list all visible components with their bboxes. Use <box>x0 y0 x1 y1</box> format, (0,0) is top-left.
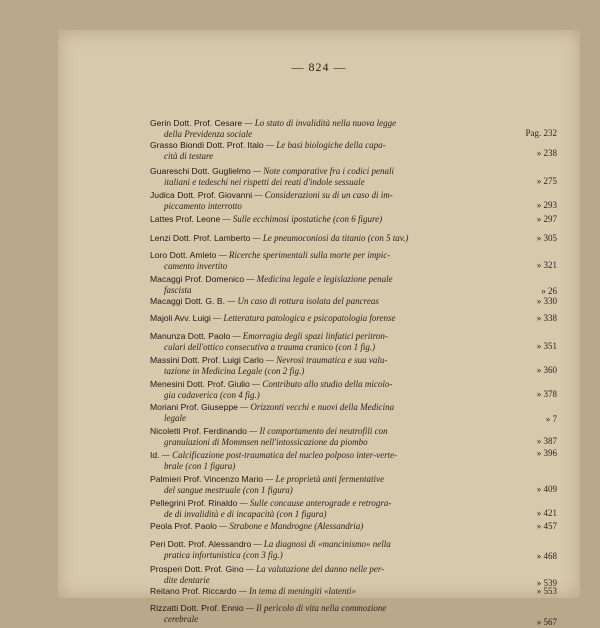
entry-title-continuation: culari dell'ottico consecutiva a trauma cranico (con 1 fig.) <box>164 342 376 352</box>
entry-title: — Sulle ecchimosi ipostatiche (con 6 figure) <box>220 214 383 224</box>
entry-author: Lenzi Dott. Prof. Lamberto <box>150 233 251 243</box>
entry-author: Loro Dott. Amleto <box>150 250 217 260</box>
entry-author: Peola Prof. Paolo <box>150 521 217 531</box>
entry-author: Macaggi Prof. Domenico <box>150 274 245 284</box>
entry-page-number: » 338 <box>536 313 557 323</box>
entry-page-number: » 293 <box>536 200 557 210</box>
entry-title: — Sulle concause anterograde e retrogra- <box>237 498 392 508</box>
entry-author: Rizzatti Dott. Prof. Ennio <box>150 603 244 613</box>
entry-page-number: » 567 <box>536 617 557 627</box>
entry-title-continuation: brale (con 1 figura) <box>164 461 236 471</box>
entry-author: Majoli Avv. Luigi <box>150 313 211 323</box>
entry-author: Judica Dott. Prof. Giovanni <box>150 190 253 200</box>
index-entry <box>150 166 557 188</box>
entry-page-number: » 378 <box>536 389 557 399</box>
entry-title-continuation: camento invertito <box>164 261 228 271</box>
entry-title-continuation: cerebrale <box>164 614 199 624</box>
entry-title-continuation: pratica infortunistica (con 3 fig.) <box>164 550 283 560</box>
entry-title: — Un caso di rottura isolata del pancreas <box>225 296 379 306</box>
entry-author: Grasso Biondi Dott. Prof. Italo <box>150 140 264 150</box>
index-entry <box>150 498 557 520</box>
entry-page-number: » 330 <box>536 296 557 306</box>
entry-title: — Le pneumoconiosi da titanio (con 5 tav.) <box>250 233 409 243</box>
entry-first-line <box>150 521 522 532</box>
index-entry <box>150 250 557 272</box>
entry-author: Massini Dott. Prof. Luigi Carlo <box>150 355 264 365</box>
entry-page-number: » 387 <box>536 436 557 446</box>
entry-page-number: » 238 <box>536 148 557 158</box>
entry-page-number: » 275 <box>536 176 557 186</box>
entry-title-continuation: cità di testare <box>164 151 214 161</box>
entry-title: — Emorragia degli spazi linfatici peritron- <box>230 331 388 341</box>
entry-title: — Note comparative fra i codici penali <box>250 166 395 176</box>
index-entry <box>150 564 557 588</box>
index-entry <box>150 355 557 377</box>
entry-first-line <box>150 214 522 225</box>
entry-page-number: » 457 <box>536 521 557 531</box>
index-entry <box>150 603 557 627</box>
index-entry <box>150 214 557 225</box>
entry-first-line <box>150 331 522 342</box>
entry-page-number: » 7 <box>545 414 557 424</box>
entry-page-number: » 351 <box>536 341 557 351</box>
entry-page-number: » 409 <box>536 484 557 494</box>
entry-page-number: » 396 <box>536 448 557 458</box>
entry-title: — La diagnosi di «mancinismo» nella <box>251 539 391 549</box>
entry-page-number: » 297 <box>536 214 557 224</box>
entry-first-line <box>150 498 522 509</box>
index-entry <box>150 313 557 324</box>
entry-author: Peri Dott. Prof. Alessandro <box>150 539 252 549</box>
entry-author: Macaggi Dott. G. B. <box>150 296 225 306</box>
entry-author: Id. <box>150 450 160 460</box>
index-entry <box>150 190 557 212</box>
index-entry <box>150 521 557 532</box>
entry-first-line <box>150 274 522 285</box>
entry-first-line <box>150 474 522 485</box>
entry-author: Lattes Prof. Leone <box>150 214 221 224</box>
entry-first-line <box>150 586 522 597</box>
entry-first-line <box>150 539 522 550</box>
index-entry <box>150 474 557 496</box>
entry-page-number: » 305 <box>536 233 557 243</box>
entry-title-continuation: piccamento interrotto <box>164 201 242 211</box>
index-entry <box>150 118 557 140</box>
entry-title-continuation: del sangue mestruale (con 1 figura) <box>164 485 293 495</box>
entry-title-continuation: de di invalidità e di incapacità (con 1 figura) <box>164 509 327 519</box>
entry-title-continuation: legale <box>164 413 186 423</box>
entry-title: — Orizzonti vecchi e nuovi della Medicina <box>237 402 395 412</box>
index-entry <box>150 296 557 307</box>
entry-title: — Medicina legale e legislazione penale <box>244 274 393 284</box>
entry-author: Moriani Prof. Giuseppe <box>150 402 238 412</box>
entry-first-line <box>150 190 522 201</box>
entry-title-continuation: della Previdenza sociale <box>164 129 253 139</box>
entry-page-number: » 360 <box>536 365 557 375</box>
entry-first-line <box>150 313 522 324</box>
entry-first-line <box>150 426 522 437</box>
entry-first-line <box>150 118 522 129</box>
entry-author: Nicoletti Prof. Ferdinando <box>150 426 247 436</box>
index-entry <box>150 539 557 561</box>
entry-first-line <box>150 379 522 390</box>
index-entry <box>150 402 557 424</box>
index-entry <box>150 274 557 296</box>
entry-author: Prosperi Dott. Prof. Gino <box>150 564 244 574</box>
entry-first-line <box>150 166 522 177</box>
entry-author: Pellegrini Prof. Rinaldo <box>150 498 238 508</box>
entry-page-number: » 539 <box>536 578 557 588</box>
entry-page-number: » 26 <box>541 286 557 296</box>
index-entry <box>150 140 557 162</box>
entry-first-line <box>150 603 522 614</box>
entry-first-line <box>150 450 522 461</box>
index-entry <box>150 233 557 244</box>
entry-title: — Il comportamento dei neutrofili con <box>246 426 388 436</box>
entry-title: — Nevrosi traumatica e sua valu- <box>263 355 388 365</box>
book-page <box>58 30 580 627</box>
entry-first-line <box>150 140 522 151</box>
index-entry <box>150 426 557 448</box>
entry-title-continuation: granulazioni di Mommsen nell'intossicazione da piombo <box>164 437 368 447</box>
entry-author: Manunza Dott. Paolo <box>150 331 231 341</box>
page-number: — 824 — <box>291 60 347 74</box>
entry-title: — La valutazione del danno nelle per- <box>243 564 385 574</box>
index-entry <box>150 448 557 472</box>
entry-title-continuation: italiani e tedeschi nei rispetti dei reati d'indole sessuale <box>164 177 365 187</box>
entry-page-number: » 421 <box>536 508 557 518</box>
index-entry <box>150 331 557 353</box>
entry-title: — Le proprietà anti fermentative <box>263 474 384 484</box>
entry-title: — Ricerche sperimentali sulla morte per impic- <box>216 250 391 260</box>
entry-page-number: » 321 <box>536 260 557 270</box>
entry-author: Guareschi Dott. Guglielmo <box>150 166 251 176</box>
entry-title: — In tema di meningiti «latenti» <box>236 586 356 596</box>
entry-title: — Letteratura patologica e psicopatologia forense <box>210 313 396 323</box>
entry-title-continuation: tazione in Medicina Legale (con 2 fig.) <box>164 366 305 376</box>
entry-title-continuation: gia cadaverica (con 4 fig.) <box>164 390 260 400</box>
entry-page-number: Pag. 232 <box>525 128 557 138</box>
entry-title: — Considerazioni su di un caso di im- <box>252 190 393 200</box>
entry-title: — Contributo allo studio della micolo- <box>249 379 393 389</box>
entry-title: — Il pericolo di vita nella commozione <box>243 603 387 613</box>
entry-author: Reitano Prof. Riccardo <box>150 586 237 596</box>
entry-title: — Lo stato di invalidità nella nuova legge <box>242 118 397 128</box>
entry-first-line <box>150 355 522 366</box>
entry-title: — Calcificazione post-traumatica del nucleo polposo inter-verte- <box>159 450 398 460</box>
index-entry <box>150 586 557 597</box>
entry-author: Menesini Dott. Prof. Giulio <box>150 379 250 389</box>
entry-title-continuation: dite dentarie <box>164 575 210 585</box>
index-entry <box>150 379 557 401</box>
entry-author: Palmieri Prof. Vincenzo Mario <box>150 474 264 484</box>
entry-first-line <box>150 564 522 575</box>
entry-page-number: » 468 <box>536 551 557 561</box>
entry-first-line <box>150 233 522 244</box>
entry-title-continuation: fascista <box>164 285 192 295</box>
entry-first-line <box>150 402 522 413</box>
entry-first-line <box>150 250 522 261</box>
entry-first-line <box>150 296 522 307</box>
entry-title: — Strabone e Mandrogne (Alessandria) <box>216 521 364 531</box>
entry-title: — Le basi biologiche della capa- <box>263 140 386 150</box>
entry-author: Gerin Dott. Prof. Cesare <box>150 118 243 128</box>
entry-page-number: » 553 <box>536 586 557 596</box>
